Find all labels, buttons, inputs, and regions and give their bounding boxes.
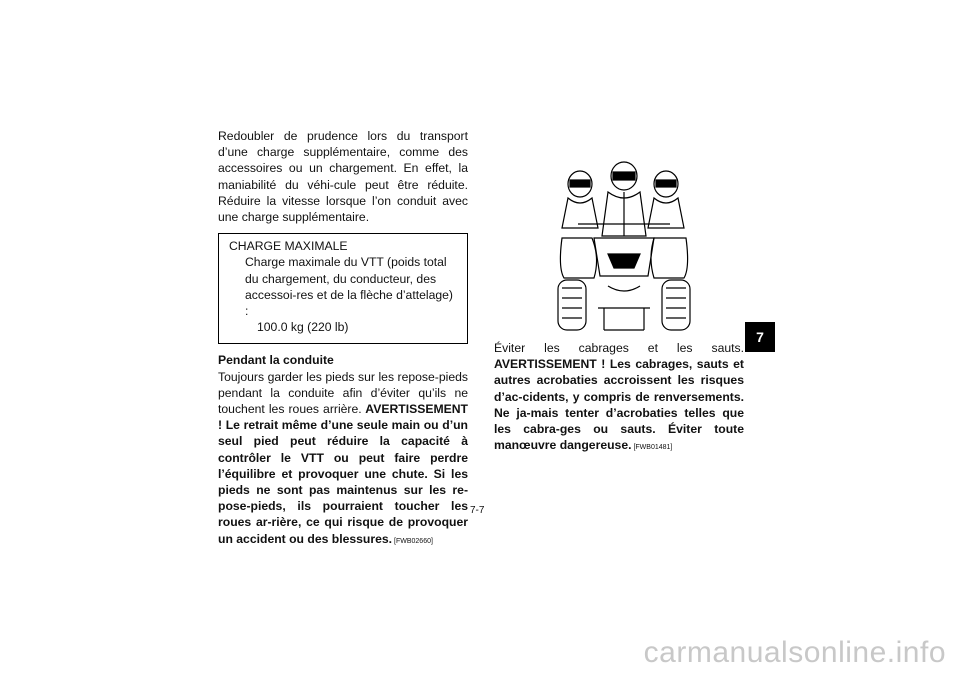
jumps-paragraph	[494, 340, 744, 456]
jumps-text: Éviter les cabrages et les sauts.	[494, 341, 744, 355]
watermark: carmanualsonline.info	[643, 636, 946, 669]
max-load-title: CHARGE MAXIMALE	[229, 239, 348, 254]
max-load-value: 100.0 kg (220 lb)	[257, 320, 349, 335]
riding-text: Toujours garder les pieds sur les repose-pieds pendant la conduite afin d’éviter qu’ils ne touchent les roues arrière.	[218, 369, 468, 417]
jumps-warning-code: [FWB01481]	[631, 444, 673, 452]
riding-warning: AVERTISSEMENT ! Le retrait même d’une seule main ou d’un seul pied peut réduire la capacité à contrôler le VTT ou peut faire perdre l’équilibre et provoquer une chute. Si les pieds ne sont pas maintenus sur les re-pose-pieds, ils pourraient toucher les roues ar-rière, ce qui risque de provoquer un accident ou des blessures.	[218, 402, 468, 546]
jumps-warning: AVERTISSEMENT ! Les cabrages, sauts et autres acrobaties accroissent les risques d’ac-cidents, y compris de renversements. Ne ja-mais tenter d’acrobaties telles que les cabra-ges ou sauts. Éviter toute manœuvre dangereuse.	[494, 357, 744, 453]
riding-paragraph	[218, 369, 468, 550]
max-load-box	[218, 233, 468, 344]
left-column	[218, 128, 468, 550]
riding-warning-code: [FWB02660]	[392, 537, 433, 545]
right-column	[494, 340, 744, 456]
chapter-tab: 7	[745, 322, 775, 352]
page-number: 7-7	[470, 505, 485, 516]
atv-riders-illustration	[548, 158, 700, 338]
section-heading: Pendant la conduite	[218, 353, 334, 368]
intro-paragraph: Redoubler de prudence lors du transport d’une charge supplémentaire, comme des accessoires ou un chargement. En effet, la maniabilité du véhi-cule peut être réduite. Réduire la vitesse lorsque l’on conduit avec une charge supplémentaire.	[218, 129, 468, 225]
max-load-label: Charge maximale du VTT (poids total du chargement, du conducteur, des accessoi-res et de la flèche d’attelage) :	[245, 255, 453, 319]
